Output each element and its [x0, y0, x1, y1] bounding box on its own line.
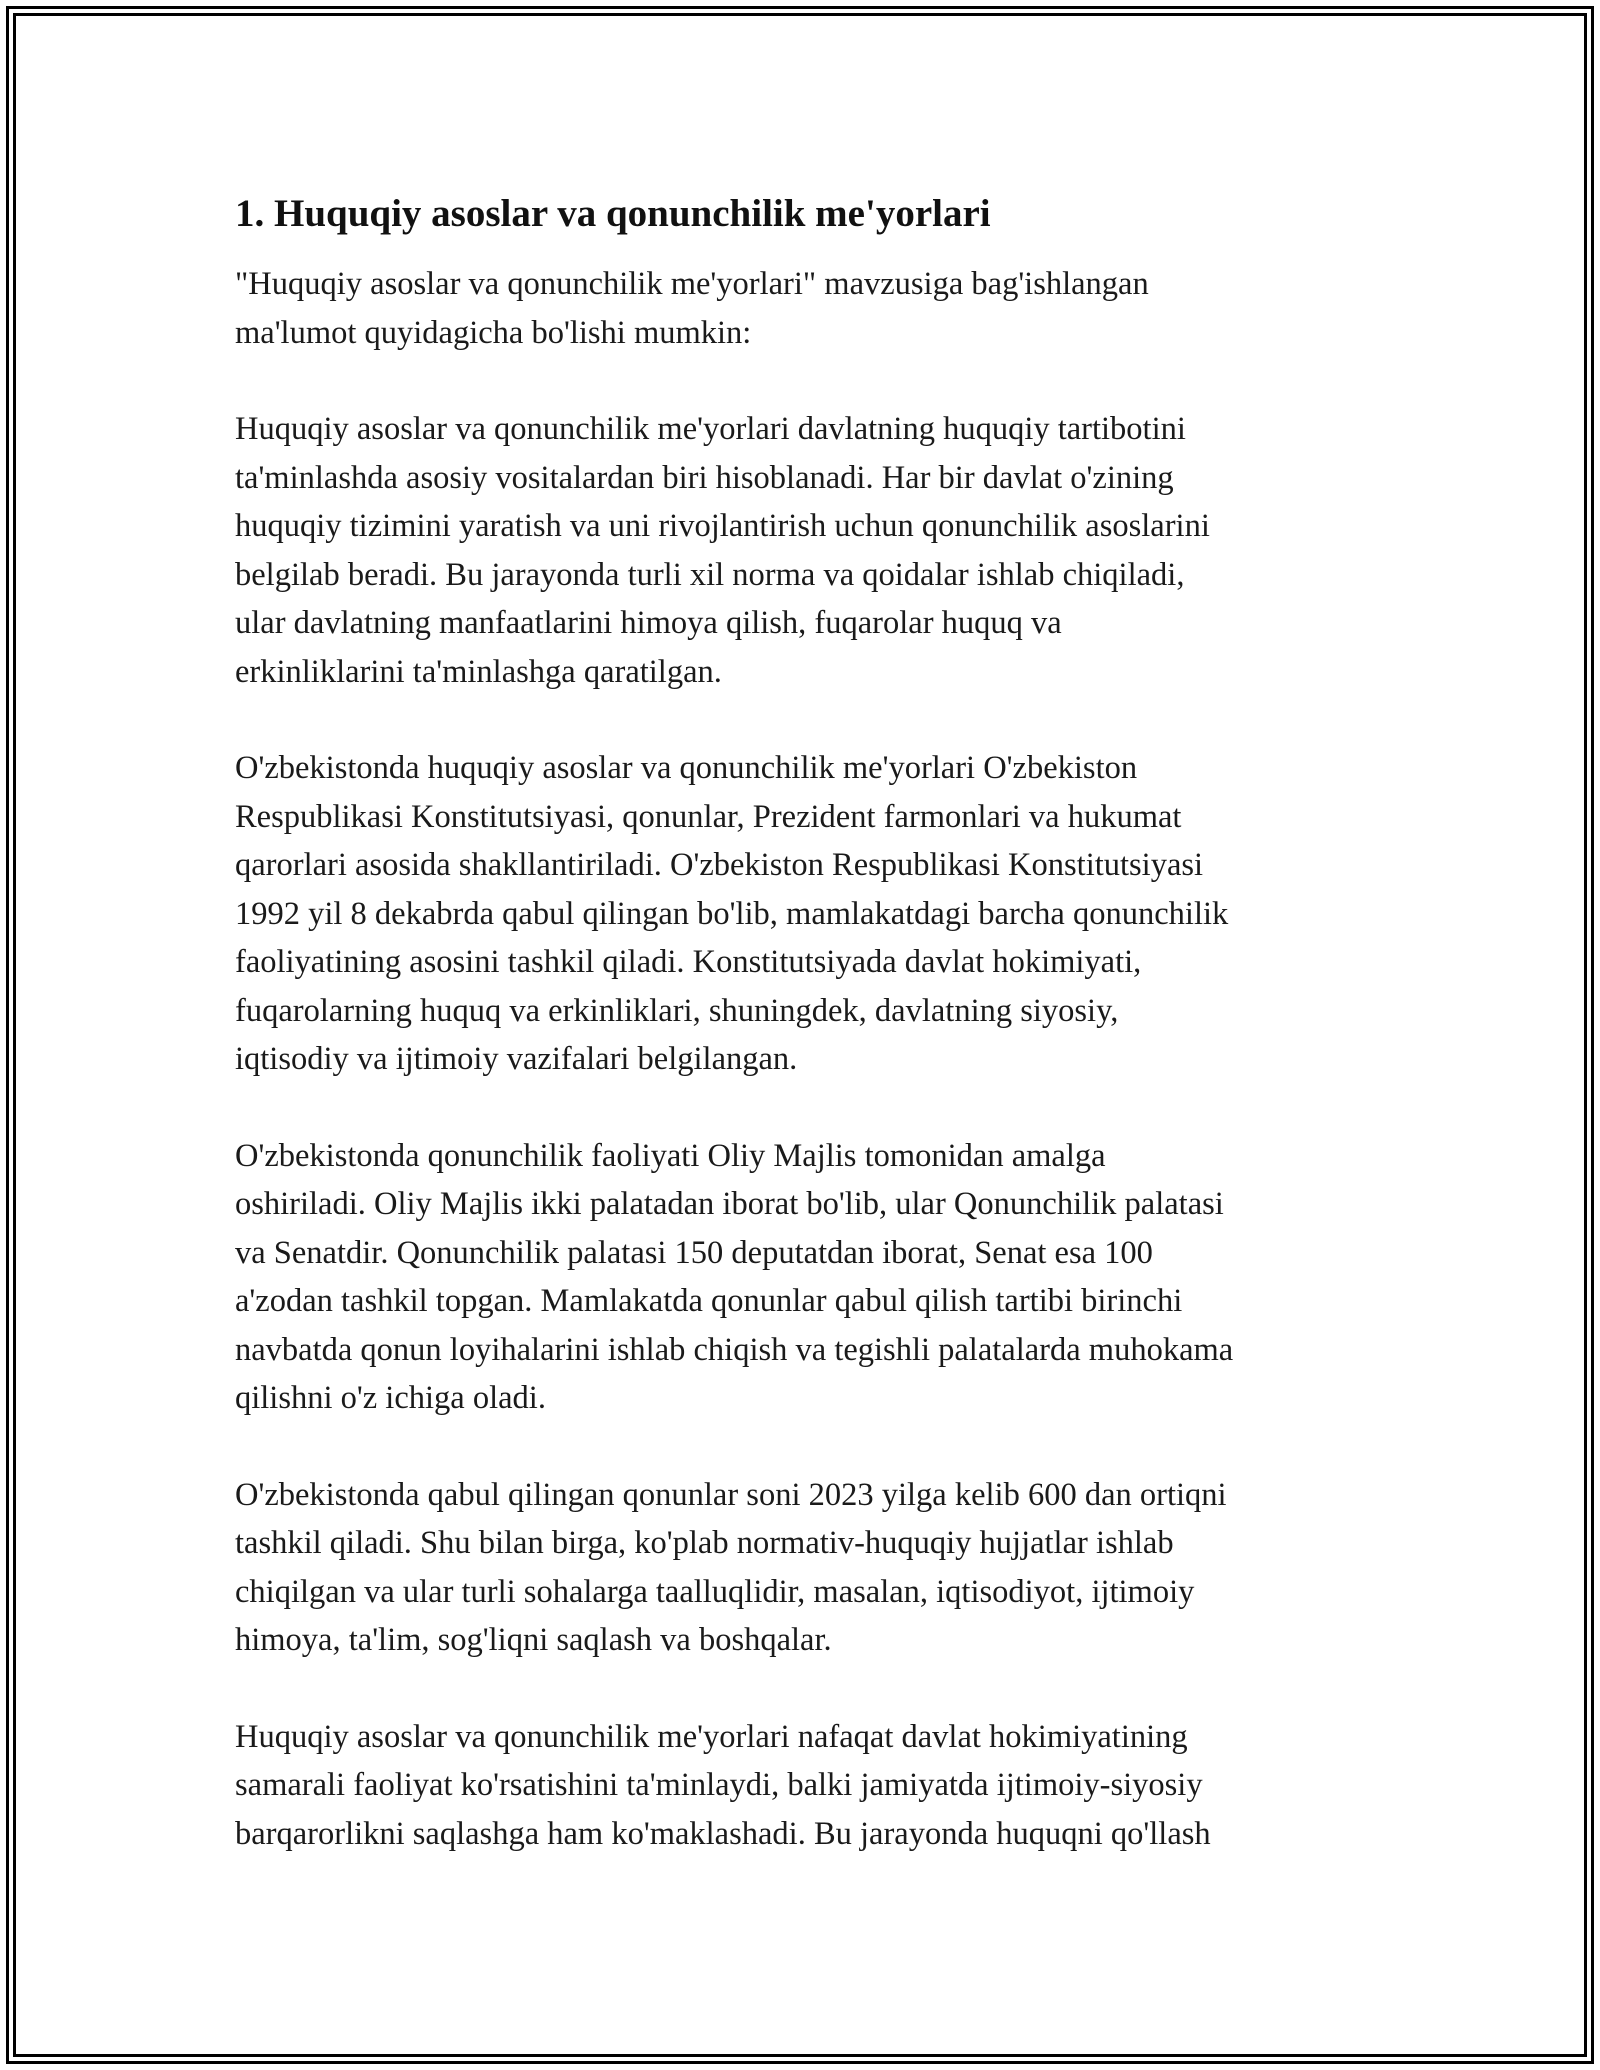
paragraph-line: huquqiy tizimini yaratish va uni rivojlantirish uchun qonunchilik asoslarini — [235, 508, 1210, 544]
paragraph — [235, 744, 1375, 1084]
paragraph-line: erkinliklarini ta'minlashga qaratilgan. — [235, 653, 722, 690]
paragraph-line: chiqilgan va ular turli sohalarga taalluqlidir, masalan, iqtisodiyot, ijtimoiy — [235, 1573, 1195, 1610]
paragraph-line: oshiriladi. Oliy Majlis ikki palatadan iborat bo'lib, ular Qonunchilik palatasi — [235, 1186, 1224, 1222]
paragraph-line: Huquqiy asoslar va qonunchilik me'yorlari davlatning huquqiy tartibotini — [235, 411, 1186, 447]
paragraph-line: ma'lumot quyidagicha bo'lishi mumkin: — [235, 314, 752, 351]
paragraph-line: qilishni o'z ichiga oladi. — [235, 1380, 546, 1416]
paragraph — [235, 405, 1375, 696]
paragraph-line: 1992 yil 8 dekabrda qabul qilingan bo'lib, mamlakatdagi barcha qonunchilik — [235, 895, 1229, 932]
paragraph-list — [235, 260, 1375, 1858]
paragraph-line: "Huquqiy asoslar va qonunchilik me'yorlari" mavzusiga bag'ishlangan — [235, 266, 1149, 302]
paragraph-line: faoliyatining asosini tashkil qiladi. Konstitutsiyada davlat hokimiyati, — [235, 944, 1142, 980]
paragraph-line: a'zodan tashkil topgan. Mamlakatda qonunlar qabul qilish tartibi birinchi — [235, 1283, 1183, 1319]
paragraph-line: ta'minlashda asosiy vositalardan biri hisoblanadi. Har bir davlat o'zining — [235, 459, 1174, 496]
paragraph-line: tashkil qiladi. Shu bilan birga, ko'plab normativ-huquqiy hujjatlar ishlab — [235, 1525, 1174, 1561]
paragraph-line: qarorlari asosida shakllantiriladi. O'zbekiston Respublikasi Konstitutsiyasi — [235, 847, 1204, 883]
paragraph-line: Huquqiy asoslar va qonunchilik me'yorlari nafaqat davlat hokimiyatining — [235, 1718, 1188, 1755]
paragraph-line: O'zbekistonda huquqiy asoslar va qonunchilik me'yorlari O'zbekiston — [235, 750, 1138, 786]
paragraph-line: navbatda qonun loyihalarini ishlab chiqish va tegishli palatalarda muhokama — [235, 1331, 1234, 1368]
paragraph-line: fuqarolarning huquq va erkinliklari, shuningdek, davlatning siyosiy, — [235, 992, 1119, 1029]
paragraph-line: Respublikasi Konstitutsiyasi, qonunlar, Prezident farmonlari va hukumat — [235, 798, 1182, 835]
paragraph-line: barqarorlikni saqlashga ham ko'maklashadi. Bu jarayonda huquqni qo'llash — [235, 1815, 1211, 1852]
paragraph-line: O'zbekistonda qabul qilingan qonunlar soni 2023 yilga kelib 600 dan ortiqni — [235, 1476, 1227, 1513]
paragraph-line: O'zbekistonda qonunchilik faoliyati Oliy Majlis tomonidan amalga — [235, 1137, 1106, 1174]
paragraph-line: iqtisodiy va ijtimoiy vazifalari belgilangan. — [235, 1041, 798, 1077]
document-body — [235, 188, 1375, 1906]
paragraph-line: belgilab beradi. Bu jarayonda turli xil norma va qoidalar ishlab chiqiladi, — [235, 556, 1185, 593]
section-heading: 1. Huquqiy asoslar va qonunchilik me'yorlari — [235, 192, 991, 235]
paragraph — [235, 1132, 1375, 1423]
paragraph-line: himoya, ta'lim, sog'liqni saqlash va boshqalar. — [235, 1622, 832, 1658]
paragraph-line: va Senatdir. Qonunchilik palatasi 150 deputatdan iborat, Senat esa 100 — [235, 1234, 1153, 1271]
paragraph — [235, 260, 1375, 357]
paragraph — [235, 1713, 1375, 1859]
paragraph-line: samarali faoliyat ko'rsatishini ta'minlaydi, balki jamiyatda ijtimoiy-siyosiy — [235, 1767, 1203, 1803]
paragraph-line: ular davlatning manfaatlarini himoya qilish, fuqarolar huquq va — [235, 605, 1062, 641]
paragraph — [235, 1471, 1375, 1665]
